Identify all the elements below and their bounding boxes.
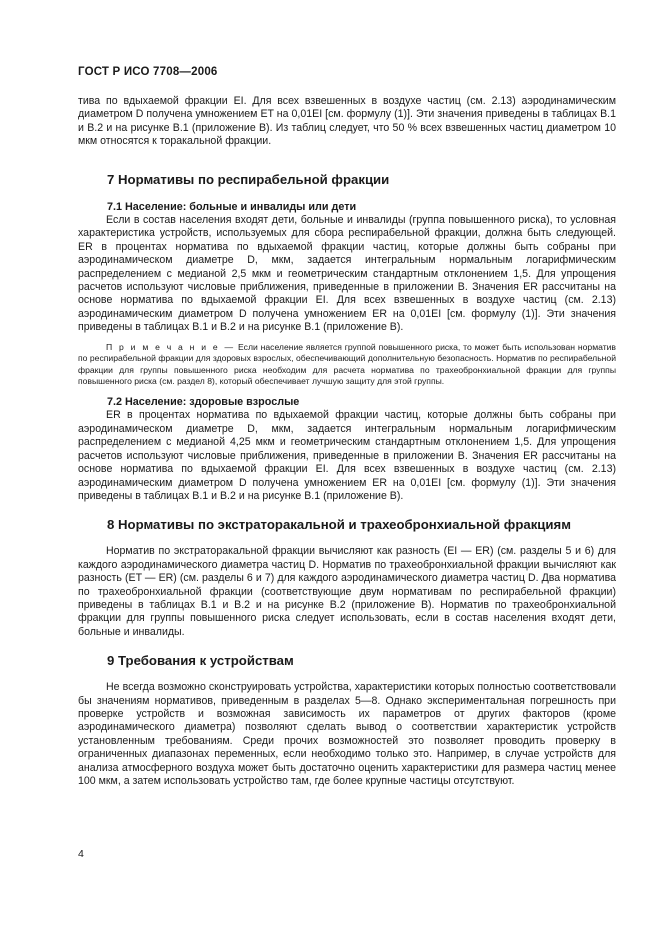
standard-code: ГОСТ Р ИСО 7708—2006 (78, 66, 218, 78)
subsection-7-2-body: ER в процентах норматива по вдыхаемой фракции частиц, которые должны быть собраны при аэродинамическом диаметре D, мкм, задается интегральным нормальным логарифмическим распределением с медианой 4,25 мкм и геометрическим стандартным отклонением 1,5. Для упрощения расчетов используют числовые приближения, приведенные в приложении В. Значения ER рассчитаны на основе норматива по вдыхаемой фракции EI. Для всех взвешенных в воздухе частиц (см. 2.13) аэродинамическим диаметром D получена умножением ER на 0,01EI [см. формулу (1)]. Эти значения приведены в таблицах В.1 и В.2 и на рисунке В.1 (приложение В). (78, 409, 616, 502)
subsection-7-1-title: 7.1 Население: больные и инвалиды или дети (107, 200, 357, 213)
note-paragraph (78, 342, 616, 388)
subsection-7-2-title: 7.2 Население: здоровые взрослые (107, 396, 300, 409)
note-label: П р и м е ч а н и е — (106, 341, 236, 352)
page-content (78, 95, 616, 788)
section-9-title: 9 Требования к устройствам (107, 653, 294, 669)
section-7-title: 7 Нормативы по респирабельной фракции (107, 171, 390, 187)
note-text: Если население является группой повышенного риска, то может быть использован норматив по респирабельной фракции для здоровых взрослых, обеспечивающий дополнительную безопасность. Норматив по респирабельной фракции для группы повышенного риска необходим для расчета норматива по трахеобронхиальной фракции для группы повышенного риска (см. раздел 8), который обеспечивает лучшую защиту для этой группы. (78, 341, 617, 387)
page-number: 4 (78, 848, 84, 860)
section-8-title: 8 Нормативы по экстраторакальной и трахеобронхиальной фракциям (107, 517, 571, 533)
section-9-body: Не всегда возможно сконструировать устройства, характеристики которых полностью соответствовали бы значениям нормативов, приведенным в разделах 5—8. Однако экспериментальная погрешность при проверке устройств и возможная зависимость их параметров от других факторов (кроме аэродинамического диаметра) позволяют сделать вывод о соответствии характеристик устройств установленным требованиям. Среди прочих возможностей это позволяет проводить проверку в ограниченных диапазонах переменных, если необходимо только это. Например, в случае устройств для анализа атмосферного воздуха может быть достаточно оценить характеристики для размера частиц менее 100 мкм, а затем использовать устройство там, где более крупные частицы отсутствуют. (78, 681, 616, 787)
subsection-7-1-body: Если в состав населения входят дети, больные и инвалиды (группа повышенного риска), то условная характеристика устройств, используемых для сбора респирабельной фракции, должна быть следующей. ER в процентах норматива по вдыхаемой фракции частиц, которые должны быть собраны при аэродинамическом диаметре D, мкм, задается интегральным нормальным логарифмическим распределением с медианой 2,5 мкм и геометрическим стандартным отклонением 1,5. Для упрощения расчетов используют числовые приближения, приведенные в приложении В. Значения ER рассчитаны на основе норматива по вдыхаемой фракции EI. Для всех взвешенных в воздухе частиц (см. 2.13) аэродинамическим диаметром D получена умножением ER на 0,01EI [см. формулу (1)]. Эти значения приведены в таблицах В.1 и В.2 и на рисунке В.1 (приложение В). (78, 214, 616, 334)
intro-paragraph: тива по вдыхаемой фракции EI. Для всех взвешенных в воздухе частиц (см. 2.13) аэродинамическим диаметром D получена умножением ET на 0,01EI [см. формулу (1)]. Эти значения приведены в таблицах В.1 и В.2 и на рисунке В.1 (приложение В). Из таблиц следует, что 50 % всех взвешенных частиц диаметром 10 мкм относятся к торакальной фракции. (78, 95, 616, 148)
section-8-body: Норматив по экстраторакальной фракции вычисляют как разность (EI — ER) (см. разделы 5 и 6) для каждого аэродинамического диаметра частиц D. Норматив по трахеобронхиальной фракции вычисляют как разность (ET — ER) (см. разделы 6 и 7) для каждого аэродинамического диаметра частиц D. Два норматива по трахеобронхиальной фракции (соответствующие двум нормативам по респирабельной фракции) приведены в таблицах В.1 и В.2 и на рисунке В.2 (приложение В). Норматив по трахеобронхиальной фракции для группы повышенного риска следует использовать, если в состав населения входят дети, больные и инвалиды. (78, 545, 616, 638)
